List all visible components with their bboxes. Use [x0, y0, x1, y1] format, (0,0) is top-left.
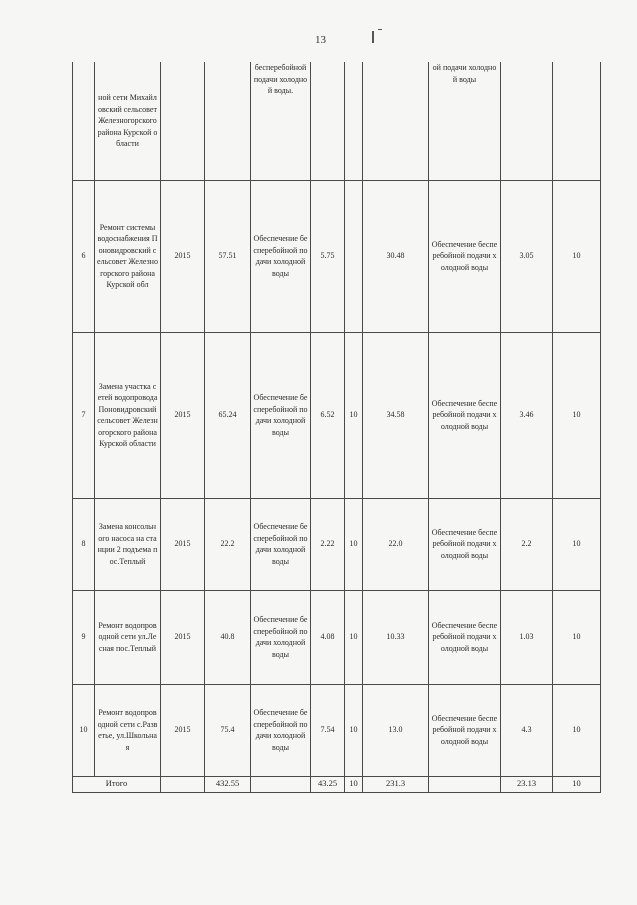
- effect-2: Обеспечение бесперебойной подачи холодной воды: [429, 684, 501, 776]
- total-year: [161, 776, 205, 792]
- year: [161, 62, 205, 180]
- work-name: Ремонт водопроводной сети с.Разветье, ул.Школьная: [95, 684, 161, 776]
- value-1: 4.08: [311, 590, 345, 684]
- work-name: Ремонт системы водоснабжения Поновидровский сельсовет Железногорского района Курской обл: [95, 180, 161, 332]
- value-2: 34.58: [363, 332, 429, 498]
- effect-1: Обеспечение бесперебойной подачи холодной воды: [251, 498, 311, 590]
- value-3: 4.3: [501, 684, 553, 776]
- table-row: [73, 590, 601, 684]
- coef-2: 10: [553, 590, 601, 684]
- value-1: 7.54: [311, 684, 345, 776]
- table-row: [73, 62, 601, 180]
- total-row: [73, 776, 601, 792]
- total-value-1: 43.25: [311, 776, 345, 792]
- value-1: [311, 62, 345, 180]
- work-name: Замена консольного насоса на станции 2 подъема пос.Теплый: [95, 498, 161, 590]
- work-name: Ремонт водопроводной сети ул.Лесная пос.Теплый: [95, 590, 161, 684]
- effect-2: ой подачи холодной воды: [429, 62, 501, 180]
- coef-2: 10: [553, 332, 601, 498]
- value-2: [363, 62, 429, 180]
- value-3: 3.05: [501, 180, 553, 332]
- total-coef-1: 10: [345, 776, 363, 792]
- value-2: 13.0: [363, 684, 429, 776]
- table-row: [73, 498, 601, 590]
- effect-2: Обеспечение бесперебойной подачи холодной воды: [429, 180, 501, 332]
- total-effect-2: [429, 776, 501, 792]
- effect-1: Обеспечение бесперебойной подачи холодной воды: [251, 684, 311, 776]
- cost: [205, 62, 251, 180]
- value-2: 10.33: [363, 590, 429, 684]
- effect-1: бесперебойной подачи холодной воды.: [251, 62, 311, 180]
- works-table: [72, 62, 601, 793]
- cost: 65.24: [205, 332, 251, 498]
- coef-1: 10: [345, 332, 363, 498]
- value-1: 6.52: [311, 332, 345, 498]
- value-2: 30.48: [363, 180, 429, 332]
- cost: 57.51: [205, 180, 251, 332]
- year: 2015: [161, 332, 205, 498]
- coef-2: 10: [553, 180, 601, 332]
- value-2: 22.0: [363, 498, 429, 590]
- header-mark-tick: [378, 29, 382, 30]
- value-3: [501, 62, 553, 180]
- coef-2: 10: [553, 498, 601, 590]
- cost: 75.4: [205, 684, 251, 776]
- value-1: 2.22: [311, 498, 345, 590]
- effect-2: Обеспечение бесперебойной подачи холодной воды: [429, 332, 501, 498]
- effect-1: Обеспечение бесперебойной подачи холодной воды: [251, 590, 311, 684]
- total-value-2: 231.3: [363, 776, 429, 792]
- cost: 40.8: [205, 590, 251, 684]
- table-row: [73, 332, 601, 498]
- row-number: [73, 62, 95, 180]
- coef-1: [345, 62, 363, 180]
- total-coef-2: 10: [553, 776, 601, 792]
- row-number: 8: [73, 498, 95, 590]
- effect-2: Обеспечение бесперебойной подачи холодной воды: [429, 590, 501, 684]
- effect-1: Обеспечение бесперебойной подачи холодной воды: [251, 180, 311, 332]
- year: 2015: [161, 590, 205, 684]
- table-row: [73, 180, 601, 332]
- header-mark: [372, 31, 374, 43]
- value-3: 3.46: [501, 332, 553, 498]
- coef-2: 10: [553, 684, 601, 776]
- coef-1: 10: [345, 498, 363, 590]
- work-name: Замена участка сетей водопровода Поновидровский сельсовет Железногорского района Курской области: [95, 332, 161, 498]
- row-number: 9: [73, 590, 95, 684]
- year: 2015: [161, 684, 205, 776]
- row-number: 10: [73, 684, 95, 776]
- value-1: 5.75: [311, 180, 345, 332]
- row-number: 6: [73, 180, 95, 332]
- total-effect-1: [251, 776, 311, 792]
- year: 2015: [161, 498, 205, 590]
- effect-1: Обеспечение бесперебойной подачи холодной воды: [251, 332, 311, 498]
- coef-1: 10: [345, 590, 363, 684]
- effect-2: Обеспечение бесперебойной подачи холодной воды: [429, 498, 501, 590]
- total-cost: 432.55: [205, 776, 251, 792]
- row-number: 7: [73, 332, 95, 498]
- table-row: [73, 684, 601, 776]
- work-name: ной сети Михайловский сельсовет Железногорского района Курской области: [95, 62, 161, 180]
- year: 2015: [161, 180, 205, 332]
- total-value-3: 23.13: [501, 776, 553, 792]
- page-number: 13: [315, 34, 326, 46]
- total-label: Итого: [73, 776, 161, 792]
- coef-1: [345, 180, 363, 332]
- cost: 22.2: [205, 498, 251, 590]
- value-3: 1.03: [501, 590, 553, 684]
- value-3: 2.2: [501, 498, 553, 590]
- coef-2: [553, 62, 601, 180]
- coef-1: 10: [345, 684, 363, 776]
